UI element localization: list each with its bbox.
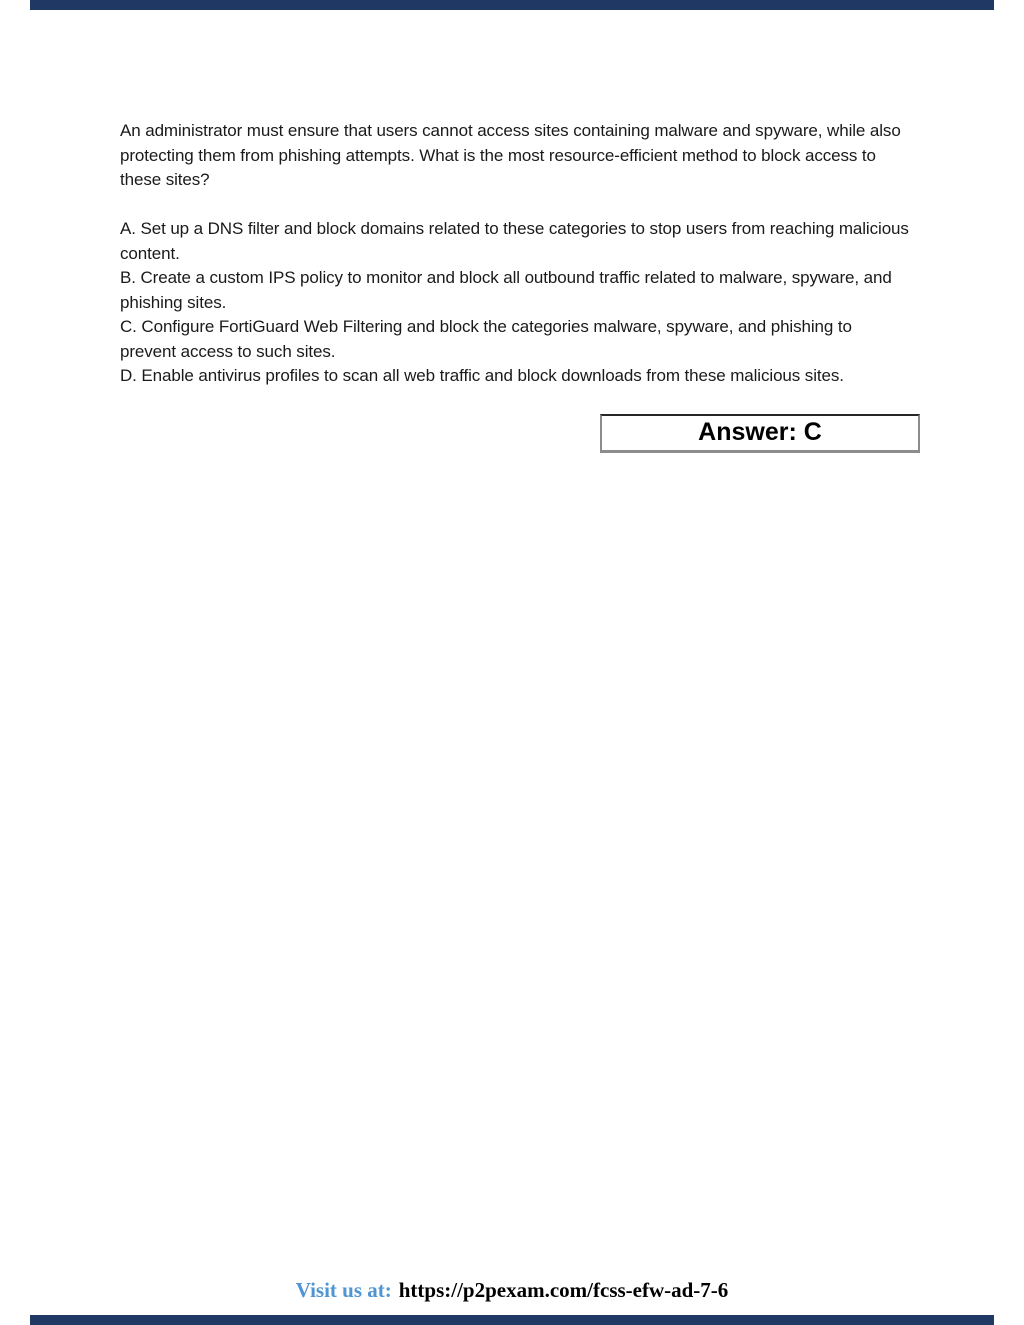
question-text: An administrator must ensure that users cannot access sites containing malware and spyware, while also protecting them from phishing attempts. What is the most resource-efficient method to block access to these sites? [120, 121, 901, 189]
footer-visit-label: Visit us at: [295, 1278, 392, 1302]
option-d: D. Enable antivirus profiles to scan all web traffic and block downloads from these malicious sites. [120, 366, 844, 385]
option-b: B. Create a custom IPS policy to monitor and block all outbound traffic related to malware, spyware, and phishing sites. [120, 268, 892, 312]
bottom-divider-bar [30, 1315, 994, 1325]
options-list [120, 217, 912, 389]
footer-url-link[interactable]: https://p2pexam.com/fcss-efw-ad-7-6 [398, 1278, 729, 1302]
option-a: A. Set up a DNS filter and block domains related to these categories to stop users from reaching malicious content. [120, 219, 909, 263]
answer-text: Answer: C [698, 418, 822, 447]
top-divider-bar [30, 0, 994, 10]
option-c: C. Configure FortiGuard Web Filtering and block the categories malware, spyware, and phishing to prevent access to such sites. [120, 317, 852, 361]
answer-box [600, 414, 920, 453]
footer [0, 1278, 1024, 1303]
question-block [120, 119, 912, 453]
answer-row [120, 414, 920, 453]
